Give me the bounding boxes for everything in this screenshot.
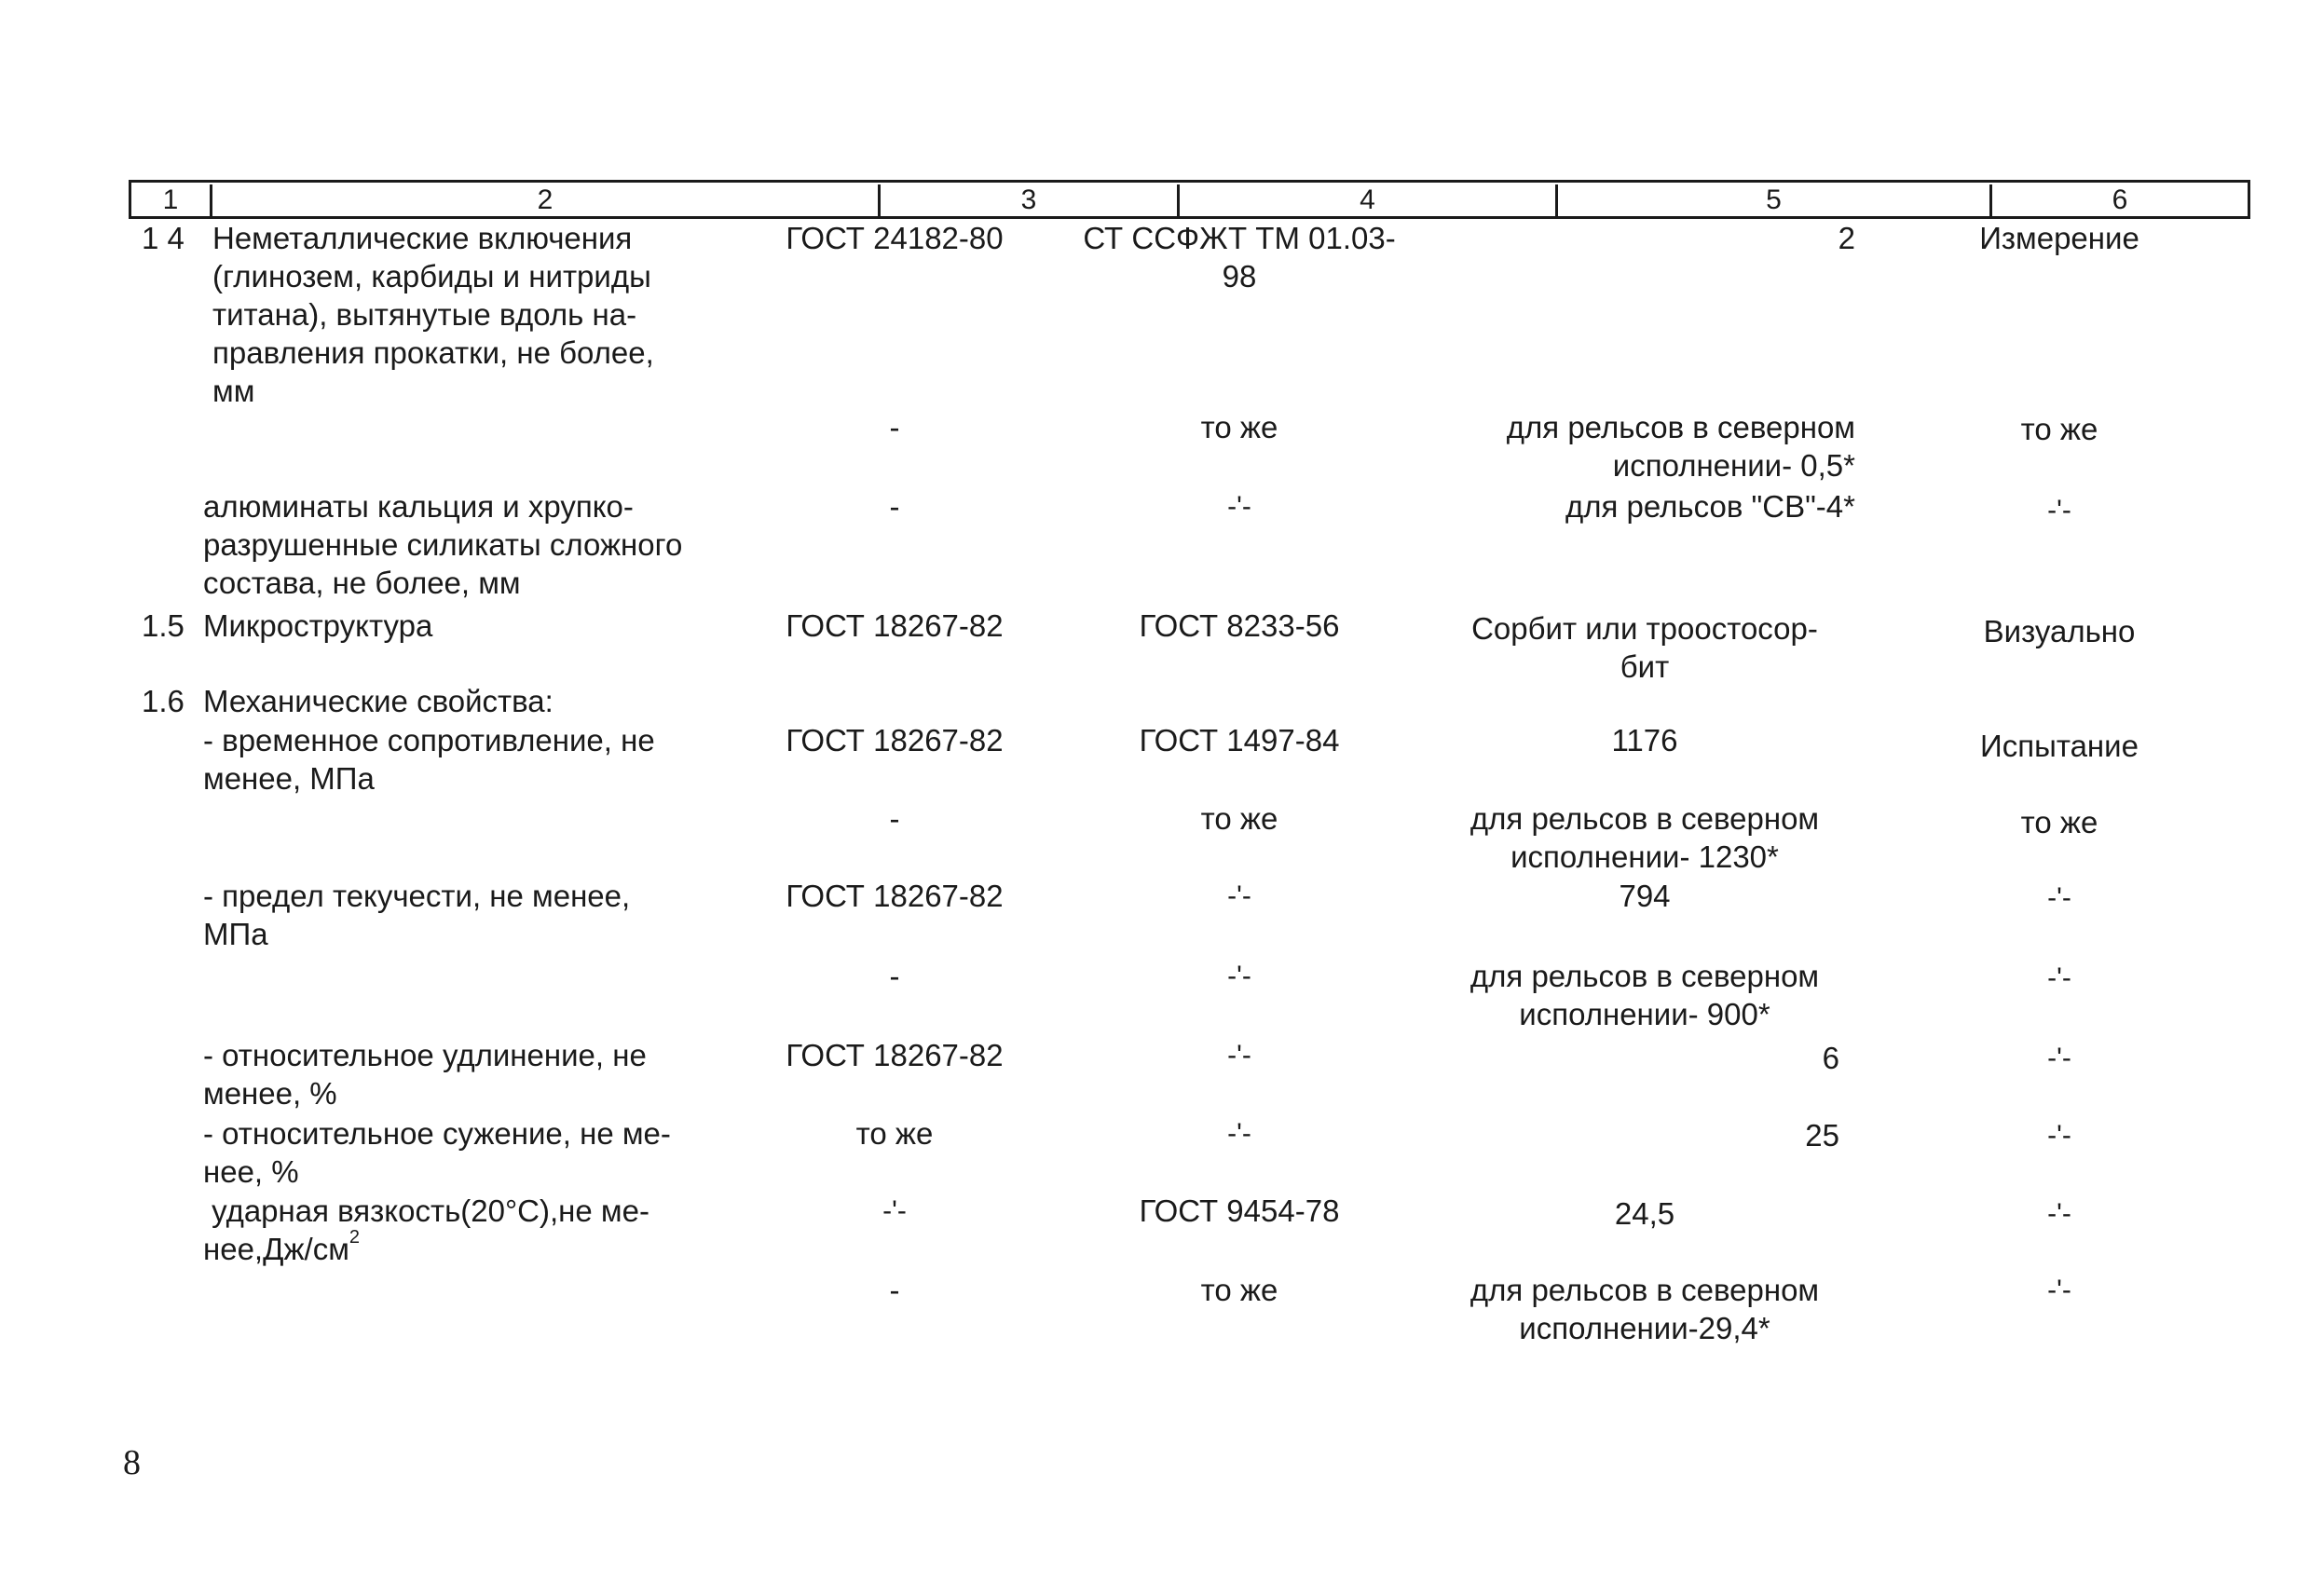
ditto-mark: -'- (2047, 962, 2071, 993)
norm-value: Сорбит или троостосор- бит (1471, 611, 1818, 684)
control-type: то же (2020, 412, 2098, 446)
indicator-name: Неметаллические включения (глинозем, карбиды и нитриды титана), вытянутые вдоль на- правления прокатки, не более, мм (212, 221, 654, 408)
ditto-mark: -'- (2047, 1275, 2071, 1305)
norm-value: для рельсов в северном исполнении-29,4* (1469, 1273, 1820, 1345)
superscript: 2 (349, 1227, 361, 1248)
indicator-name (203, 1192, 753, 1268)
control-type: то же (2020, 805, 2098, 839)
test-method-document: ГОСТ 1497-84 (1139, 723, 1340, 757)
indicator-name: Микроструктура (203, 608, 433, 643)
normative-document: ГОСТ 18267-82 (786, 608, 1004, 643)
norm-value: для рельсов в северном исполнении- 900* (1469, 959, 1820, 1031)
norm-value: 24,5 (1614, 1196, 1675, 1231)
norm-value: 2 (1838, 221, 1855, 255)
normative-document: ГОСТ 18267-82 (786, 879, 1004, 913)
test-method-document: СТ ССФЖТ ТМ 01.03- 98 (1083, 221, 1396, 293)
norm-value: 25 (1805, 1118, 1839, 1153)
norm-value: для рельсов в северном исполнении- 0,5* (1506, 410, 1855, 483)
header-col-2: 2 (537, 184, 554, 215)
table-header (129, 180, 2250, 219)
row-number: 1 4 (142, 221, 185, 255)
page-number: 8 (123, 1443, 141, 1482)
indicator-name: - предел текучести, не менее, МПа (203, 879, 631, 951)
test-method-document: то же (1200, 410, 1278, 444)
indicator-name-line: ударная вязкость(20°С),не ме- (203, 1194, 649, 1228)
norm-value: 794 (1619, 879, 1671, 913)
row-number: 1.6 (142, 684, 185, 718)
test-method-document: то же (1200, 1273, 1278, 1307)
ditto-mark: -'- (1227, 961, 1251, 991)
indicator-name: - относительное удлинение, не менее, % (203, 1038, 647, 1111)
control-type: Визуально (1983, 614, 2136, 648)
normative-document: то же (855, 1116, 934, 1151)
indicator-name: - относительное сужение, не ме- нее, % (203, 1116, 671, 1189)
test-method-document: ГОСТ 9454-78 (1139, 1194, 1340, 1228)
norm-value: 6 (1822, 1041, 1839, 1075)
normative-document: ГОСТ 18267-82 (786, 723, 1004, 757)
row-number: 1.5 (142, 608, 185, 643)
control-type: Измерение (1979, 221, 2139, 255)
normative-document: - (889, 801, 900, 836)
ditto-mark: -'- (882, 1195, 907, 1226)
normative-document: ГОСТ 24182-80 (786, 221, 1004, 255)
header-col-6: 6 (2112, 184, 2128, 215)
normative-document: - (889, 959, 900, 993)
ditto-mark: -'- (2047, 1120, 2071, 1151)
header-col-5: 5 (1766, 184, 1782, 215)
section-heading: Механические свойства: (203, 684, 554, 718)
control-type: Испытание (1980, 729, 2139, 763)
test-method-document: ГОСТ 8233-56 (1139, 608, 1340, 643)
ditto-mark: -'- (2047, 1043, 2071, 1073)
header-col-1: 1 (162, 184, 179, 215)
ditto-mark: -'- (2047, 882, 2071, 913)
normative-document: - (889, 489, 900, 524)
norm-value: для рельсов в северном исполнении- 1230* (1469, 801, 1820, 874)
ditto-mark: -'- (1227, 1118, 1251, 1149)
ditto-mark: -'- (2047, 1198, 2071, 1229)
indicator-name: - временное сопротивление, не менее, МПа (203, 723, 655, 796)
norm-value: для рельсов "СВ"-4* (1565, 489, 1855, 524)
normative-document: - (889, 1273, 900, 1307)
ditto-mark: -'- (1227, 1040, 1251, 1071)
normative-document: ГОСТ 18267-82 (786, 1038, 1004, 1072)
ditto-mark: -'- (2047, 495, 2071, 525)
test-method-document: то же (1200, 801, 1278, 836)
indicator-name: алюминаты кальция и хрупко- разрушенные силикаты сложного состава, не более, мм (203, 489, 683, 600)
header-col-3: 3 (1020, 184, 1037, 215)
ditto-mark: -'- (1227, 491, 1251, 522)
norm-value: 1176 (1611, 723, 1678, 757)
normative-document: - (889, 410, 900, 444)
ditto-mark: -'- (1227, 880, 1251, 911)
indicator-name-line: нее,Дж/см (203, 1232, 349, 1266)
header-col-4: 4 (1360, 184, 1375, 215)
